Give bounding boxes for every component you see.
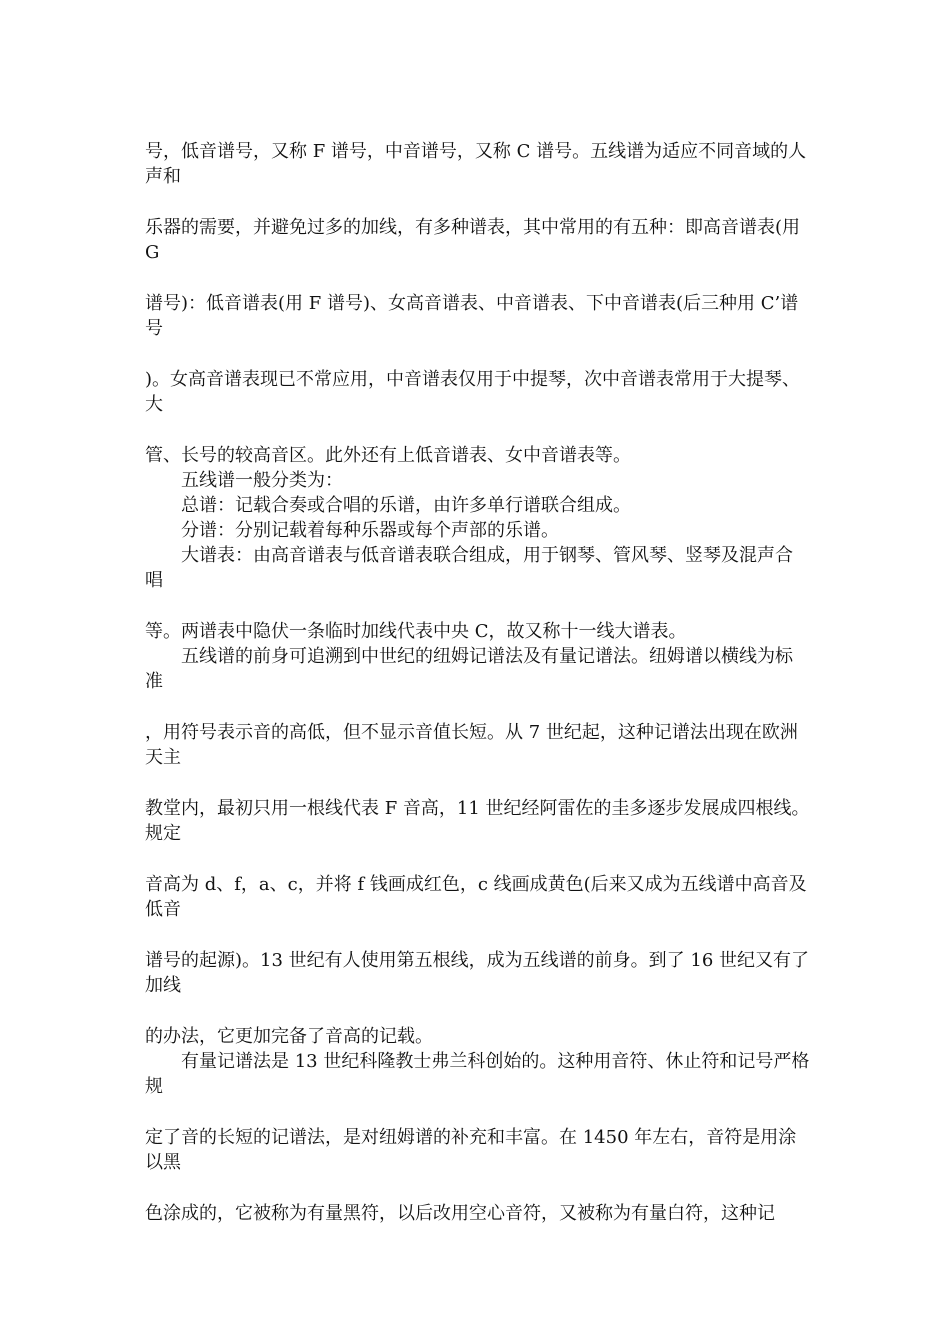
text-paragraph: 五线谱一般分类为： xyxy=(181,470,343,491)
text-paragraph: 分谱：分别记载着每种乐器或每个声部的乐谱。 xyxy=(181,520,559,541)
text-paragraph: ，用符号表示音的高低，但不显示音值长短。从 7 世纪起，这种记谱法出现在欧洲天主 xyxy=(145,722,798,768)
text-paragraph: 的办法，它更加完备了音高的记载。 xyxy=(145,1026,433,1047)
text-paragraph: 等。两谱表中隐伏一条临时加线代表中央 C，故又称十一线大谱表。 xyxy=(145,621,687,642)
text-paragraph: 五线谱的前身可追溯到中世纪的纽姆记谱法及有量记谱法。纽姆谱以横线为标准 xyxy=(145,646,793,692)
text-paragraph: 色涂成的，它被称为有量黑符，以后改用空心音符，又被称为有量白符，这种记 xyxy=(145,1203,775,1224)
text-paragraph: )。女高音谱表现已不常应用，中音谱表仅用于中提琴，次中音谱表常用于大提琴、大 xyxy=(145,369,801,415)
text-paragraph: 大谱表：由高音谱表与低音谱表联合组成，用于钢琴、管风琴、竖琴及混声合唱 xyxy=(145,545,793,591)
text-paragraph: 总谱：记载合奏或合唱的乐谱，由许多单行谱联合组成。 xyxy=(181,495,631,516)
text-paragraph: 管、长号的较高音区。此外还有上低音谱表、女中音谱表等。 xyxy=(145,445,631,466)
text-paragraph: 谱号的起源)。13 世纪有人使用第五根线，成为五线谱的前身。到了 16 世纪又有了加线 xyxy=(145,950,809,996)
text-paragraph: 谱号)：低音谱表(用 F 谱号)、女高音谱表、中音谱表、下中音谱表(后三种用 C’谱号 xyxy=(145,293,799,339)
text-paragraph: 音高为 d、f，a、c，并将 f 钱画成红色，c 线画成黄色(后来又成为五线谱中高音及低音 xyxy=(145,874,807,920)
text-paragraph: 乐器的需要，并避免过多的加线，有多种谱表，其中常用的有五种：即高音谱表(用 G xyxy=(145,217,801,263)
text-paragraph: 有量记谱法是 13 世纪科隆教士弗兰科创始的。这种用音符、休止符和记号严格规 xyxy=(145,1051,810,1097)
text-paragraph: 号，低音谱号，又称 F 谱号，中音谱号，又称 C 谱号。五线谱为适应不同音域的人声和 xyxy=(145,141,807,187)
text-paragraph: 教堂内，最初只用一根线代表 F 音高，11 世纪经阿雷佐的圭多逐步发展成四根线。规定 xyxy=(145,798,810,844)
document-body xyxy=(145,139,810,1226)
text-paragraph: 定了音的长短的记谱法，是对纽姆谱的补充和丰富。在 1450 年左右，音符是用涂以黑 xyxy=(145,1127,797,1173)
